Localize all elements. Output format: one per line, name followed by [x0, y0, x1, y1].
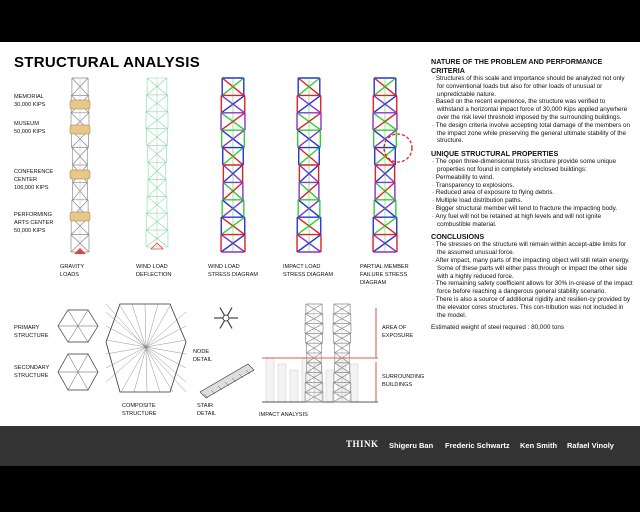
label-surrounding-buildings: SURROUNDING BUILDINGS: [382, 374, 425, 388]
bullet: · There is also a source of additional rigidity and resilien-cy provided by the elevator cores structures. This con-tribution was not included in the model.: [431, 296, 633, 319]
primary-structure-drawing: [58, 310, 98, 342]
floor-label-performing-arts: PERFORMING ARTS CENTER 50,000 KIPS: [14, 212, 54, 234]
steel-estimate: Estimated weight of steel required : 80,000 tons: [431, 324, 565, 332]
failure-stress-tower: [373, 78, 397, 252]
surrounding-building: [290, 370, 298, 402]
bullet: · Bigger structural member will tend to fracture the impacting body.: [431, 205, 633, 213]
floor-label-memorial: MEMORIAL 30,000 KIPS: [14, 94, 46, 108]
impact-stress-tower: [297, 78, 321, 252]
composite-structure-drawing: [106, 304, 186, 392]
node-joint: [223, 315, 229, 321]
caption-wind-stress: WIND LOAD STRESS DIAGRAM: [208, 264, 259, 278]
secondary-structure-drawing: [58, 354, 98, 390]
load-floor: [70, 100, 90, 109]
caption-gravity-loads: GRAVITY LOADS: [60, 264, 85, 278]
section-problem: [431, 57, 633, 145]
stair-flight: [200, 364, 254, 398]
label-primary-structure: PRIMARY STRUCTURE: [14, 325, 49, 339]
footer-name: Frederic Schwartz: [445, 441, 510, 450]
stair-detail-drawing: [200, 364, 254, 398]
section-heading: UNIQUE STRUCTURAL PROPERTIES: [431, 149, 559, 159]
support-arrow: [74, 248, 86, 254]
page-title: STRUCTURAL ANALYSIS: [14, 54, 200, 71]
load-floor: [70, 170, 90, 179]
node-detail-drawing: [214, 308, 238, 329]
section-heading: CONCLUSIONS: [431, 232, 485, 242]
gravity-tower: [70, 78, 90, 254]
bullet: · Transparency to explosions.: [431, 182, 633, 190]
label-stair-detail: STAIR DETAIL: [197, 403, 217, 417]
board: [0, 42, 640, 426]
section-properties: [431, 149, 633, 228]
footer-name: Shigeru Ban: [389, 441, 434, 450]
bullet: · Structures of this scale and importance should be analyzed not only for conventional loads but also for other loads of unusual or unpredictable nature.: [431, 75, 633, 98]
section-heading: NATURE OF THE PROBLEM AND PERFORMANCE CRITERIA: [431, 57, 603, 75]
wind-stress-tower: [221, 78, 245, 252]
bullet: · The design criteria involve accepting total damage of the members on the impact zone while preserving the general ultimate stability of the structure.: [431, 122, 633, 145]
think-logo: THINK: [346, 439, 379, 449]
bullet: · Permeability to wind.: [431, 174, 633, 182]
surrounding-building: [278, 364, 286, 402]
label-secondary-structure: SECONDARY STRUCTURE: [14, 365, 50, 379]
caption-wind-deflection: WIND LOAD DEFLECTION: [136, 264, 172, 278]
wind-deflection-tower: [146, 78, 168, 247]
floor-label-conference: CONFERENCE CENTER 106,000 KIPS: [14, 169, 54, 191]
load-floor: [70, 212, 90, 221]
label-node-detail: NODE DETAIL: [193, 349, 213, 363]
label-impact-analysis: IMPACT ANALYSIS: [259, 412, 308, 418]
floor-label-museum: MUSEUM 50,000 KIPS: [14, 121, 46, 135]
section-conclusions: [431, 232, 633, 319]
label-composite-structure: COMPOSITE STRUCTURE: [122, 403, 157, 417]
label-area-of-exposure: AREA OF EXPOSURE: [382, 325, 414, 339]
footer-name: Rafael Vinoly: [567, 441, 614, 450]
bullet: · Multiple load distribution paths.: [431, 197, 633, 205]
surrounding-building: [266, 358, 274, 402]
bullet: · Any fuel will not be retained at high levels and will not ignite combustible material.: [431, 213, 633, 229]
footer: [0, 426, 640, 466]
bullet: · After impact, many parts of the impacting object will still retain energy. Some of these parts will either pass through or impact the other side with a highly reduced force.: [431, 257, 633, 280]
impact-tower-right: [333, 304, 351, 402]
composite-brace: [121, 304, 171, 392]
bullet: · The open three-dimensional truss structure provide some unique properties not found in completely enclosed buildings:: [431, 158, 633, 174]
text-column: [431, 53, 633, 332]
load-floor: [70, 125, 90, 134]
bullet: · Reduced area of exposure to flying debris.: [431, 189, 633, 197]
caption-impact-stress: IMPACT LOAD STRESS DIAGRAM: [283, 264, 334, 278]
footer-name: Ken Smith: [520, 441, 558, 450]
caption-partial-failure: PARTIAL MEMBER FAILURE STRESS DIAGRAM: [360, 264, 409, 286]
bullet: · The remaining safety coefficient allows for 30% in-crease of the impact force before reaching a dangerous general stability scenario.: [431, 280, 633, 296]
bullet: · The stresses on the structure will remain within accept-able limits for the assumed unusual force.: [431, 241, 633, 257]
bullet: · Based on the recent experience, the structure was verified to withstand a horizontal impact force of 30,000 Kips applied anywhere over the risk level threshold imposed by the surrounding buildings.: [431, 98, 633, 121]
